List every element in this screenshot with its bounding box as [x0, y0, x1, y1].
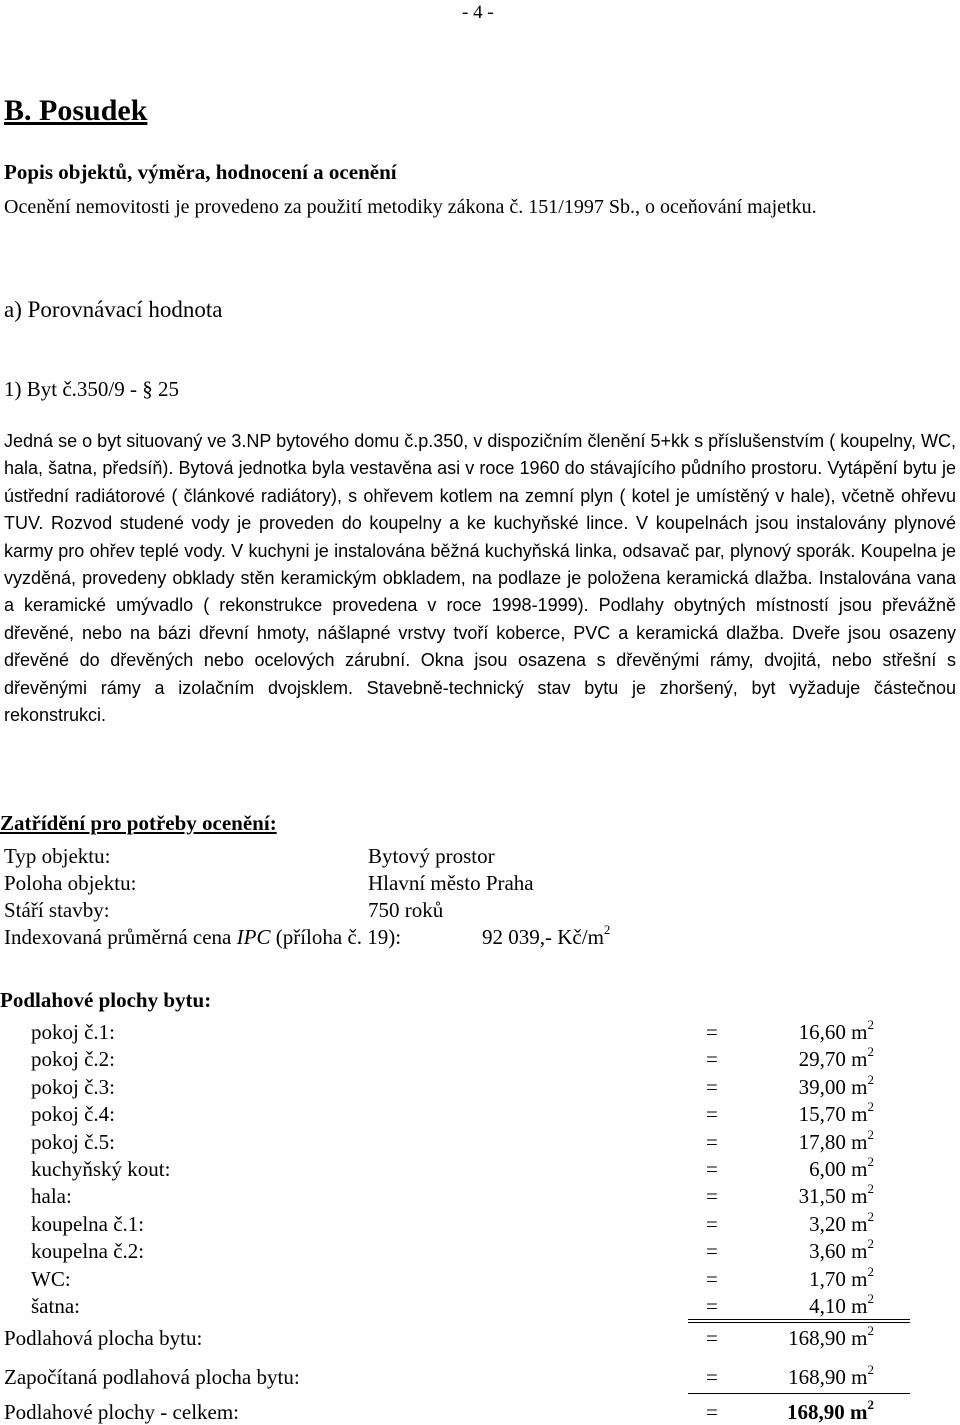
age-label: Stáří stavby:: [4, 898, 110, 922]
area-item-value: 29,70 $m^2$: [798, 1044, 874, 1072]
area-item-eq: =: [706, 1239, 718, 1264]
area-item-value: 4,10 $m^2$: [809, 1291, 874, 1318]
area-item-eq: =: [706, 1184, 718, 1209]
area-item-value: 3,20 $m^2$: [809, 1208, 874, 1236]
total-divider: [688, 1322, 910, 1323]
area-item-label: pokoj č.1:: [31, 1020, 115, 1044]
page-heading: B. Posudek: [4, 94, 148, 127]
counted-area-value: 168,90 $m^2$: [788, 1362, 874, 1389]
subsection-title: a) Porovnávací hodnota: [4, 297, 223, 322]
area-item-eq: =: [706, 1102, 718, 1127]
area-item-eq: =: [706, 1020, 718, 1044]
counted-area-eq: =: [706, 1365, 718, 1389]
area-item-eq: =: [706, 1157, 718, 1181]
area-item-eq: =: [706, 1211, 718, 1236]
area-item-label: kuchyňský kout:: [31, 1157, 171, 1181]
area-item-value: 15,70 $m^2$: [798, 1099, 874, 1127]
counted-area-label: Započítaná podlahová plocha bytu:: [4, 1365, 300, 1389]
area-item-value: 31,50 $m^2$: [798, 1181, 874, 1209]
total-area-value: 168,90 $m^2$: [788, 1323, 874, 1350]
area-item-eq: =: [706, 1294, 718, 1318]
sum-area-label: Podlahové plochy - celkem:: [4, 1400, 240, 1424]
area-item-eq: =: [706, 1129, 718, 1154]
area-item-value: 1,70 $m^2$: [809, 1263, 874, 1291]
area-item-value: 39,00 $m^2$: [798, 1071, 874, 1099]
floor-areas-title: Podlahové plochy bytu:: [0, 988, 212, 1012]
area-item-value: 17,80 $m^2$: [798, 1126, 874, 1154]
area-item-label: pokoj č.5:: [31, 1129, 115, 1154]
area-item-label: šatna:: [31, 1294, 80, 1318]
location-value: Hlavní město Praha: [368, 871, 534, 895]
area-item-value: 16,60 $m^2$: [798, 1017, 874, 1044]
location-label: Poloha objektu:: [4, 871, 137, 895]
section-title: Popis objektů, výměra, hodnocení a ocenění: [4, 160, 397, 184]
area-item-value: 6,00 $m^2$: [809, 1154, 874, 1181]
area-item-label: pokoj č.4:: [31, 1102, 115, 1127]
sum-area-eq: =: [706, 1400, 718, 1424]
area-item-eq: =: [706, 1074, 718, 1099]
total-area-eq: =: [706, 1326, 718, 1350]
area-item-label: WC:: [31, 1266, 71, 1291]
age-value: 750 roků: [368, 898, 444, 922]
unit-title: 1) Byt č.350/9 - § 25: [4, 377, 179, 401]
items-divider: [688, 1319, 910, 1320]
total-area-label: Podlahová plocha bytu:: [4, 1326, 203, 1350]
type-value: Bytový prostor: [368, 844, 495, 868]
area-item-value: 3,60 $m^2$: [809, 1236, 874, 1264]
sum-area-value: 168,90 $m^2$: [787, 1397, 874, 1424]
classification-title: Zatřídění pro potřeby ocenění:: [0, 811, 277, 835]
type-label: Typ objektu:: [4, 844, 111, 868]
area-item-label: hala:: [31, 1184, 72, 1209]
sum-divider: [688, 1393, 910, 1394]
page-number: - 4 -: [462, 2, 494, 23]
area-item-eq: =: [706, 1266, 718, 1291]
area-item-eq: =: [706, 1047, 718, 1072]
area-item-label: koupelna č.2:: [31, 1239, 145, 1264]
ipc-value: 92 039,- $Kč/m^2$: [482, 922, 611, 949]
intro-paragraph: Ocenění nemovitosti je provedeno za použití metodiky zákona č. 151/1997 Sb., o oceňování majetku.: [4, 196, 817, 218]
area-item-label: koupelna č.1:: [31, 1211, 145, 1236]
description-paragraph: Jedná se o byt situovaný ve 3.NP bytového domu č.p.350, v dispozičním členění 5+kk s příslušenstvím ( koupelny, WC, hala, šatna, předsíň). Bytová jednotka byla vestavěna asi v roce 1960 do stávajícího půdního prostoru. Vytápění bytu je ústřední radiátorové ( článkové radiátory), s ohřevem kotlem na zemní plyn ( kotel je umístěný v hale), včetně ohřevu TUV. Rozvod studené vody je proveden do koupelny a ke kuchyňské lince. V koupelnách jsou instalovány plynové karmy pro ohřev teplé vody. V kuchyni je instalována běžná kuchyňská linka, odsavač par, plynový sporák. Koupelna je vyzděná, provedeny obklady stěn keramickým obkladem, na podlaze je položena keramická dlažba. Instalována vana a keramické umývadlo ( rekonstrukce provedena v roce 1998-1999). Podlahy obytných místností jsou převážně dřevěné, nebo na bázi dřevní hmoty, nášlapné vrstvy tvoří koberce, PVC a keramická dlažba. Dveře jsou osazeny dřevěné do dřevěných nebo ocelových zárubní. Okna jsou osazena s dřevěnými rámy, dvojitá, nebo střešní s dřevěnými rámy a izolačním dvojsklem. Stavebně-technický stav bytu je zhoršený, byt vyžaduje částečnou rekonstrukci.: [4, 431, 956, 726]
area-item-label: pokoj č.2:: [31, 1047, 115, 1072]
ipc-label: Indexovaná průměrná cena IPC (příloha č. 19):: [4, 925, 402, 949]
area-item-label: pokoj č.3:: [31, 1074, 115, 1099]
